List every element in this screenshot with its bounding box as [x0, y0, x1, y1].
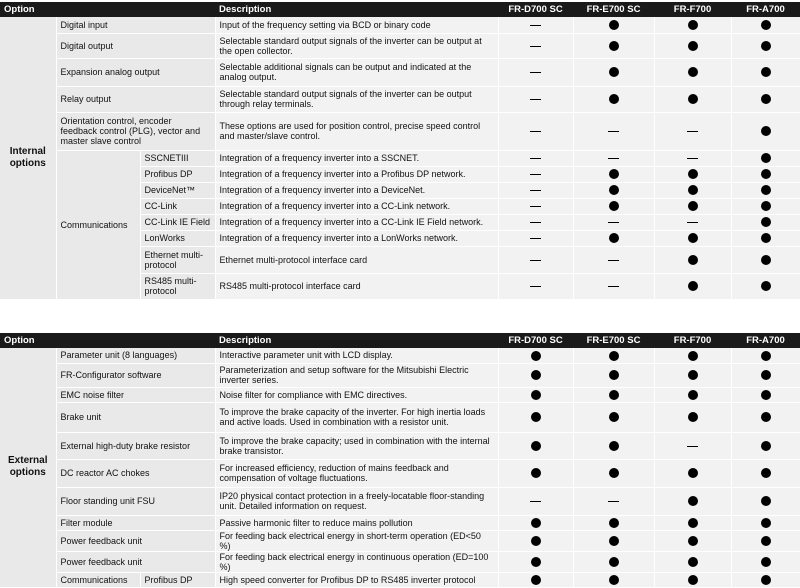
not-available-dash-icon: [530, 190, 541, 191]
table-header-row: [0, 333, 800, 348]
option-name: Power feedback unit: [56, 530, 215, 551]
available-dot-icon: [688, 67, 698, 77]
availability-cell: [498, 182, 573, 198]
not-available-dash-icon: [608, 286, 619, 287]
option-description: Integration of a frequency inverter into a CC-Link network.: [215, 198, 498, 214]
available-dot-icon: [688, 281, 698, 291]
available-dot-icon: [761, 233, 771, 243]
protocol-name: Profibus DP: [140, 572, 215, 587]
not-available-dash-icon: [530, 46, 541, 47]
availability-cell: [731, 86, 800, 112]
availability-cell: [731, 230, 800, 246]
table-row: [0, 551, 800, 572]
availability-cell: [654, 572, 731, 587]
availability-cell: [654, 150, 731, 166]
protocol-name: CC-Link IE Field: [140, 214, 215, 230]
option-description: For feeding back electrical energy in short-term operation (ED<50 %): [215, 530, 498, 551]
availability-cell: [731, 515, 800, 530]
header-model: FR-A700: [731, 2, 800, 17]
availability-cell: [654, 530, 731, 551]
availability-cell: [498, 86, 573, 112]
available-dot-icon: [609, 169, 619, 179]
available-dot-icon: [761, 67, 771, 77]
available-dot-icon: [609, 201, 619, 211]
available-dot-icon: [609, 468, 619, 478]
internal-options-table: [0, 2, 800, 300]
availability-cell: [498, 273, 573, 299]
availability-cell: [573, 182, 654, 198]
available-dot-icon: [761, 441, 771, 451]
available-dot-icon: [609, 370, 619, 380]
option-description: Ethernet multi-protocol interface card: [215, 246, 498, 273]
availability-cell: [654, 363, 731, 387]
option-description: RS485 multi-protocol interface card: [215, 273, 498, 299]
availability-cell: [573, 459, 654, 487]
available-dot-icon: [531, 441, 541, 451]
header-model: FR-E700 SC: [573, 2, 654, 17]
option-description: Selectable additional signals can be output and indicated at the analog output.: [215, 58, 498, 86]
available-dot-icon: [688, 169, 698, 179]
option-name: Filter module: [56, 515, 215, 530]
table-row: [0, 112, 800, 150]
protocol-name: CC-Link: [140, 198, 215, 214]
not-available-dash-icon: [608, 222, 619, 223]
availability-cell: [573, 273, 654, 299]
availability-cell: [731, 572, 800, 587]
available-dot-icon: [761, 412, 771, 422]
option-description: To improve the brake capacity; used in combination with the internal brake transistor.: [215, 432, 498, 459]
not-available-dash-icon: [530, 99, 541, 100]
available-dot-icon: [761, 41, 771, 51]
not-available-dash-icon: [530, 238, 541, 239]
available-dot-icon: [688, 185, 698, 195]
available-dot-icon: [761, 185, 771, 195]
option-description: To improve the brake capacity of the inverter. For high inertia loads and active loads. Used in combination with a resistor unit.: [215, 402, 498, 432]
available-dot-icon: [688, 496, 698, 506]
not-available-dash-icon: [530, 158, 541, 159]
available-dot-icon: [609, 20, 619, 30]
available-dot-icon: [688, 351, 698, 361]
available-dot-icon: [761, 468, 771, 478]
available-dot-icon: [609, 390, 619, 400]
availability-cell: [654, 182, 731, 198]
group-label: External options: [0, 348, 56, 587]
option-name: Digital output: [56, 33, 215, 58]
availability-cell: [654, 112, 731, 150]
availability-cell: [731, 58, 800, 86]
available-dot-icon: [688, 536, 698, 546]
availability-cell: [654, 551, 731, 572]
option-name: DC reactor AC chokes: [56, 459, 215, 487]
availability-cell: [654, 402, 731, 432]
available-dot-icon: [761, 153, 771, 163]
option-description: Integration of a frequency inverter into a CC-Link IE Field network.: [215, 214, 498, 230]
header-model: FR-F700: [654, 333, 731, 348]
availability-cell: [654, 487, 731, 515]
option-name: Parameter unit (8 languages): [56, 348, 215, 363]
availability-cell: [573, 348, 654, 363]
table-header-row: [0, 2, 800, 17]
availability-cell: [573, 198, 654, 214]
available-dot-icon: [609, 412, 619, 422]
option-name: Expansion analog output: [56, 58, 215, 86]
available-dot-icon: [761, 94, 771, 104]
available-dot-icon: [531, 557, 541, 567]
available-dot-icon: [688, 20, 698, 30]
availability-cell: [573, 17, 654, 33]
available-dot-icon: [761, 370, 771, 380]
available-dot-icon: [761, 255, 771, 265]
available-dot-icon: [609, 41, 619, 51]
available-dot-icon: [761, 536, 771, 546]
availability-cell: [498, 246, 573, 273]
availability-cell: [654, 273, 731, 299]
option-name: Brake unit: [56, 402, 215, 432]
availability-cell: [573, 33, 654, 58]
protocol-name: SSCNETIII: [140, 150, 215, 166]
option-description: Selectable standard output signals of the inverter can be output at the open collector.: [215, 33, 498, 58]
available-dot-icon: [531, 370, 541, 380]
option-description: Passive harmonic filter to reduce mains pollution: [215, 515, 498, 530]
not-available-dash-icon: [530, 131, 541, 132]
availability-cell: [498, 112, 573, 150]
not-available-dash-icon: [530, 72, 541, 73]
available-dot-icon: [688, 557, 698, 567]
available-dot-icon: [761, 126, 771, 136]
available-dot-icon: [609, 185, 619, 195]
table-row: [0, 348, 800, 363]
availability-cell: [573, 551, 654, 572]
header-model: FR-F700: [654, 2, 731, 17]
option-name: Relay output: [56, 86, 215, 112]
availability-cell: [731, 150, 800, 166]
not-available-dash-icon: [608, 158, 619, 159]
availability-cell: [731, 273, 800, 299]
availability-cell: [498, 230, 573, 246]
availability-cell: [498, 198, 573, 214]
not-available-dash-icon: [687, 131, 698, 132]
option-name: External high-duty brake resistor: [56, 432, 215, 459]
availability-cell: [654, 166, 731, 182]
available-dot-icon: [688, 412, 698, 422]
availability-cell: [498, 572, 573, 587]
availability-cell: [573, 432, 654, 459]
availability-cell: [654, 198, 731, 214]
option-description: These options are used for position control, precise speed control and master/slave control.: [215, 112, 498, 150]
availability-cell: [573, 530, 654, 551]
table-row: [0, 387, 800, 402]
availability-cell: [731, 214, 800, 230]
availability-cell: [654, 230, 731, 246]
available-dot-icon: [761, 518, 771, 528]
option-description: IP20 physical contact protection in a freely-locatable floor-standing unit. Detailed information on request.: [215, 487, 498, 515]
available-dot-icon: [688, 370, 698, 380]
availability-cell: [498, 363, 573, 387]
option-description: For feeding back electrical energy in continuous operation (ED=100 %): [215, 551, 498, 572]
not-available-dash-icon: [608, 260, 619, 261]
not-available-dash-icon: [608, 501, 619, 502]
availability-cell: [731, 432, 800, 459]
availability-cell: [654, 387, 731, 402]
not-available-dash-icon: [687, 158, 698, 159]
availability-cell: [573, 214, 654, 230]
not-available-dash-icon: [687, 222, 698, 223]
table-row: [0, 17, 800, 33]
available-dot-icon: [761, 201, 771, 211]
available-dot-icon: [609, 351, 619, 361]
group-label: Internal options: [0, 17, 56, 299]
available-dot-icon: [761, 217, 771, 227]
available-dot-icon: [531, 412, 541, 422]
not-available-dash-icon: [530, 25, 541, 26]
table-row: [0, 58, 800, 86]
table-row: [0, 363, 800, 387]
available-dot-icon: [609, 575, 619, 585]
available-dot-icon: [531, 575, 541, 585]
availability-cell: [731, 363, 800, 387]
available-dot-icon: [761, 575, 771, 585]
option-name: Digital input: [56, 17, 215, 33]
availability-cell: [498, 33, 573, 58]
available-dot-icon: [531, 351, 541, 361]
not-available-dash-icon: [687, 446, 698, 447]
option-description: Integration of a frequency inverter into a Profibus DP network.: [215, 166, 498, 182]
option-description: Integration of a frequency inverter into a SSCNET.: [215, 150, 498, 166]
availability-cell: [731, 402, 800, 432]
option-name: FR-Configurator software: [56, 363, 215, 387]
available-dot-icon: [688, 233, 698, 243]
option-name: Power feedback unit: [56, 551, 215, 572]
not-available-dash-icon: [608, 131, 619, 132]
protocol-name: DeviceNet™: [140, 182, 215, 198]
availability-cell: [731, 112, 800, 150]
availability-cell: [654, 348, 731, 363]
protocol-name: LonWorks: [140, 230, 215, 246]
availability-cell: [498, 487, 573, 515]
table-row: [0, 86, 800, 112]
availability-cell: [498, 432, 573, 459]
availability-cell: [654, 459, 731, 487]
available-dot-icon: [688, 468, 698, 478]
header-model: FR-A700: [731, 333, 800, 348]
available-dot-icon: [609, 536, 619, 546]
availability-cell: [731, 530, 800, 551]
availability-cell: [731, 198, 800, 214]
availability-cell: [731, 551, 800, 572]
availability-cell: [731, 166, 800, 182]
availability-cell: [498, 348, 573, 363]
available-dot-icon: [761, 281, 771, 291]
option-description: Selectable standard output signals of the inverter can be output through relay terminals.: [215, 86, 498, 112]
available-dot-icon: [531, 468, 541, 478]
availability-cell: [498, 551, 573, 572]
availability-cell: [498, 387, 573, 402]
option-name: EMC noise filter: [56, 387, 215, 402]
availability-cell: [498, 459, 573, 487]
header-model: FR-D700 SC: [498, 2, 573, 17]
availability-cell: [573, 112, 654, 150]
available-dot-icon: [688, 255, 698, 265]
availability-cell: [654, 33, 731, 58]
option-description: Input of the frequency setting via BCD or binary code: [215, 17, 498, 33]
available-dot-icon: [688, 518, 698, 528]
availability-cell: [654, 246, 731, 273]
available-dot-icon: [609, 518, 619, 528]
availability-cell: [654, 214, 731, 230]
protocol-name: Ethernet multi-protocol: [140, 246, 215, 273]
availability-cell: [498, 17, 573, 33]
availability-cell: [654, 432, 731, 459]
availability-cell: [498, 214, 573, 230]
protocol-name: Profibus DP: [140, 166, 215, 182]
availability-cell: [573, 58, 654, 86]
availability-cell: [654, 17, 731, 33]
availability-cell: [573, 166, 654, 182]
availability-cell: [731, 459, 800, 487]
availability-cell: [573, 515, 654, 530]
availability-cell: [498, 166, 573, 182]
available-dot-icon: [609, 94, 619, 104]
option-name: Floor standing unit FSU: [56, 487, 215, 515]
table-row: [0, 530, 800, 551]
communications-label: Communications: [56, 150, 140, 299]
available-dot-icon: [531, 536, 541, 546]
not-available-dash-icon: [530, 222, 541, 223]
availability-cell: [573, 572, 654, 587]
available-dot-icon: [609, 67, 619, 77]
availability-cell: [573, 246, 654, 273]
not-available-dash-icon: [530, 174, 541, 175]
availability-cell: [731, 182, 800, 198]
availability-cell: [573, 487, 654, 515]
header-option: Option: [0, 333, 215, 348]
available-dot-icon: [531, 390, 541, 400]
available-dot-icon: [761, 351, 771, 361]
option-description: Integration of a frequency inverter into a LonWorks network.: [215, 230, 498, 246]
availability-cell: [654, 86, 731, 112]
available-dot-icon: [761, 20, 771, 30]
available-dot-icon: [609, 441, 619, 451]
table-row: [0, 402, 800, 432]
available-dot-icon: [761, 557, 771, 567]
available-dot-icon: [688, 41, 698, 51]
availability-cell: [573, 387, 654, 402]
option-description: For increased efficiency, reduction of mains feedback and compensation of voltage fluctuations.: [215, 459, 498, 487]
option-description: High speed converter for Profibus DP to RS485 inverter protocol: [215, 572, 498, 587]
header-model: FR-E700 SC: [573, 333, 654, 348]
not-available-dash-icon: [530, 260, 541, 261]
header-description: Description: [215, 333, 498, 348]
availability-cell: [573, 363, 654, 387]
availability-cell: [654, 515, 731, 530]
option-description: Integration of a frequency inverter into a DeviceNet.: [215, 182, 498, 198]
available-dot-icon: [688, 201, 698, 211]
availability-cell: [731, 348, 800, 363]
option-description: Parameterization and setup software for the Mitsubishi Electric inverter series.: [215, 363, 498, 387]
available-dot-icon: [688, 94, 698, 104]
table-row: [0, 487, 800, 515]
table-row: [0, 515, 800, 530]
protocol-name: RS485 multi-protocol: [140, 273, 215, 299]
availability-cell: [498, 58, 573, 86]
option-description: Noise filter for compliance with EMC directives.: [215, 387, 498, 402]
availability-cell: [731, 487, 800, 515]
not-available-dash-icon: [530, 501, 541, 502]
availability-cell: [573, 402, 654, 432]
available-dot-icon: [761, 390, 771, 400]
availability-cell: [731, 17, 800, 33]
available-dot-icon: [609, 233, 619, 243]
table-row: [0, 432, 800, 459]
available-dot-icon: [761, 496, 771, 506]
available-dot-icon: [609, 557, 619, 567]
option-name: Orientation control, encoder feedback control (PLG), vector and master slave control: [56, 112, 215, 150]
available-dot-icon: [688, 390, 698, 400]
not-available-dash-icon: [530, 286, 541, 287]
table-row: [0, 572, 800, 587]
external-options-table: [0, 333, 800, 588]
availability-cell: [731, 387, 800, 402]
header-description: Description: [215, 2, 498, 17]
table-row: [0, 459, 800, 487]
option-description: Interactive parameter unit with LCD display.: [215, 348, 498, 363]
header-option: Option: [0, 2, 215, 17]
availability-cell: [498, 402, 573, 432]
not-available-dash-icon: [530, 206, 541, 207]
option-name: Communications: [56, 572, 140, 587]
availability-cell: [731, 246, 800, 273]
available-dot-icon: [531, 518, 541, 528]
availability-cell: [573, 230, 654, 246]
availability-cell: [573, 150, 654, 166]
available-dot-icon: [688, 575, 698, 585]
availability-cell: [498, 515, 573, 530]
header-model: FR-D700 SC: [498, 333, 573, 348]
availability-cell: [573, 86, 654, 112]
table-row: [0, 150, 800, 166]
availability-cell: [731, 33, 800, 58]
table-row: [0, 33, 800, 58]
availability-cell: [498, 530, 573, 551]
availability-cell: [498, 150, 573, 166]
availability-cell: [654, 58, 731, 86]
available-dot-icon: [761, 169, 771, 179]
